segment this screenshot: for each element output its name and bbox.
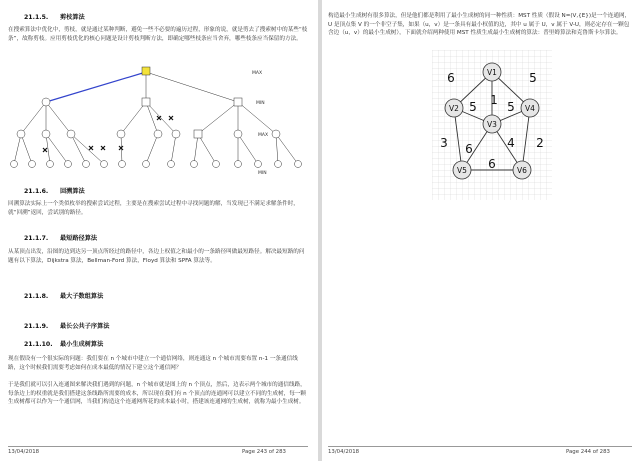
graph-node-label: V6 — [517, 166, 527, 175]
tree-label-max: MAX — [252, 71, 263, 76]
footer-rule — [8, 446, 308, 447]
edge-weight-label: 2 — [536, 136, 544, 150]
section-heading-backtracking: 21.1.6. 回溯算法 — [24, 188, 85, 195]
footer-date: 13/04/2018 — [328, 449, 360, 455]
mst-property-paragraph: 构造最小生成树有很多算法，但是他们都是利用了最小生成树的同一种性质：MST 性质（假设 N=(V,{E})是一个连通网，U 是顶点集 V 的一个非空子集，如果（u，v）是一条具有最小权值的边，其中 u 属于 U，v 属于 V-U，则必定存在一颗包含边（u，v）的最小生成树），下面就介绍两种使用 MST 性质生成最小生成树的算法：普里姆算法和克鲁斯卡尔算法。 — [328, 13, 631, 37]
edge-weight-label: 6 — [488, 157, 496, 171]
graph-node-label: V2 — [449, 104, 459, 113]
footer-page-number: Page 244 of 283 — [566, 449, 610, 455]
mst-paragraph-1: 现在假设有一个很实际的问题：我们要在 n 个城市中建立一个通信网络，则连通这 n 个城市需要布置 n-1 一条通信线路，这个时候我们需要考虑如何在成本最低的情况下建立这个通信网？ — [8, 356, 298, 371]
pruning-paragraph: 在搜索算法中优化中，剪枝，就是通过某种判断，避免一些不必要的遍历过程，形象的说，就是剪去了搜索树中的某些“枝条”，故称剪枝。应用剪枝优化的核心问题是设计剪枝判断方法，即确定哪些枝条应当舍弃，哪些枝条应当保留的方法。 — [8, 27, 308, 42]
weighted-graph-figure — [432, 50, 552, 200]
mst-paragraph-2: 于是我们就可以引入连通图来解决我们遇到的问题，n 个城市就是图上的 n 个顶点，然后，边表示两个城市的通信线路，每条边上的权重就是我们搭建这条线路所需要的成本，所以现在我们有 n 个顶点的连通网可以建立不同的生成树，每一颗生成树都可以作为一个通信网，当我们构造这个连通网所花的成本最小时，搭建该连通网的生成树，就称为最小生成树。 — [8, 382, 306, 406]
shortest-path-paragraph: 从某顶点出发，沿图的边到达另一顶点所经过的路径中，各边上权值之和最小的一条路径叫做最短路径。解决最短路的问题有以下算法，Dijkstra 算法，Bellman-Ford 算法，Floyd 算法和 SPFA 算法等。 — [8, 249, 305, 264]
edge-weight-label: 5 — [529, 71, 537, 85]
edge-weight-label: 6 — [465, 142, 473, 156]
section-heading-max-subarray: 21.1.8. 最大子数组算法 — [24, 293, 104, 300]
section-heading-mst: 21.1.10. 最小生成树算法 — [24, 341, 104, 348]
graph-node-label: V5 — [457, 166, 467, 175]
tree-label-max-2: MAX — [258, 133, 269, 138]
edge-weight-label: 3 — [440, 136, 448, 150]
section-heading-lcs: 21.1.9. 最长公共子序算法 — [24, 323, 110, 330]
edge-weight-label: 5 — [507, 100, 515, 114]
right-page — [322, 0, 640, 461]
edge-weight-label: 6 — [447, 71, 455, 85]
left-page — [0, 0, 318, 461]
graph-node-label: V3 — [487, 120, 497, 129]
edge-weight-label: 5 — [469, 100, 477, 114]
graph-node-label: V1 — [487, 68, 497, 77]
tree-label-min: MIN — [256, 101, 265, 106]
footer-rule — [328, 446, 632, 447]
section-heading-pruning: 21.1.5. 剪枝算法 — [24, 14, 85, 21]
footer-page-number: Page 243 of 283 — [242, 449, 286, 455]
graph-node-label: V4 — [525, 104, 535, 113]
backtracking-paragraph: 回溯算法实际上一个类似枚举的搜索尝试过程，主要是在搜索尝试过程中寻找问题的解，当发现已不满足求解条件时，就“回溯”返回，尝试别的路径。 — [8, 201, 299, 216]
edge-weight-label: 4 — [507, 136, 515, 150]
alpha-beta-tree-figure — [6, 62, 306, 180]
footer-date: 13/04/2018 — [8, 449, 40, 455]
tree-label-min-2: MIN — [258, 171, 267, 176]
section-heading-shortest-path: 21.1.7. 最短路径算法 — [24, 235, 98, 242]
edge-weight-label: 1 — [490, 93, 498, 107]
